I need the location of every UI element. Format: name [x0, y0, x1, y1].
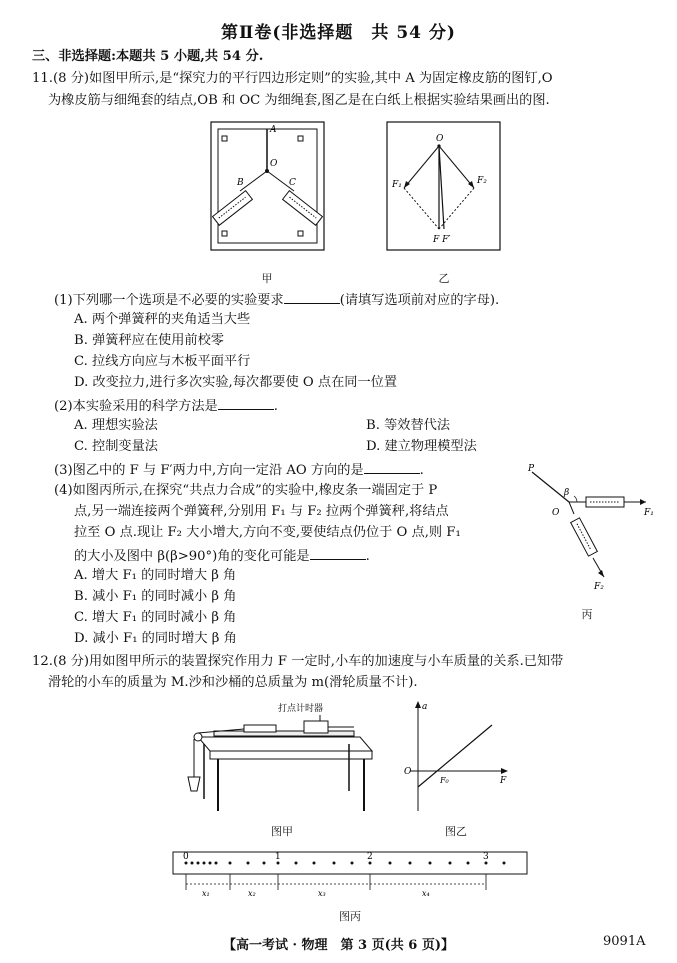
- label-F2: F₂: [477, 176, 487, 186]
- q11-p4-line1: (4)如图丙所示,在探究“共点力合成”的实验中,橡皮条一端固定于 P: [54, 483, 438, 498]
- q11-p2-opt-b: B. 等效替代法: [366, 418, 451, 433]
- q11-p4-opt-d: D. 减小 F₁ 的同时增大 β 角: [74, 631, 237, 646]
- q11-line1: 11.(8 分)如图甲所示,是“探究力的平行四边形定则”的实验,其中 A 为固定橡皮筋的图钉,O: [32, 71, 553, 86]
- label-F1-bing: F₁: [644, 508, 654, 518]
- label-F-Fprime: F F′: [433, 235, 451, 245]
- section-heading: 三、非选择题:本题共 5 小题,共 54 分.: [32, 49, 264, 64]
- tape-mark-1: 1: [275, 852, 281, 862]
- section-title: 第Ⅱ卷(非选择题 共 54 分): [221, 23, 456, 43]
- caption-12-yi: 图乙: [445, 825, 467, 838]
- caption-12-jia: 图甲: [271, 825, 293, 838]
- figure-jia-board: [210, 121, 325, 251]
- label-F0: F₀: [440, 776, 449, 785]
- page-footer: 【高一考试 · 物理 第 3 页(共 6 页)】: [222, 938, 455, 953]
- answer-blank-1[interactable]: [284, 289, 340, 304]
- label-P: P: [528, 464, 535, 474]
- label-C: C: [289, 178, 296, 188]
- label-F1: F₁: [392, 180, 402, 190]
- figure-bing: [522, 462, 656, 592]
- q11-part3-text: (3)图乙中的 F 与 F′两力中,方向一定沿 AO 方向的是: [54, 463, 364, 478]
- label-F2-bing: F₂: [594, 582, 604, 592]
- q11-p4-opt-a: A. 增大 F₁ 的同时增大 β 角: [74, 568, 237, 583]
- caption-jia: 甲: [261, 272, 273, 285]
- tape-mark-2: 2: [367, 852, 373, 862]
- q11-p2-opt-c: C. 控制变量法: [74, 439, 158, 454]
- figure-12-bing-tape: [172, 846, 528, 902]
- axis-a: a: [422, 702, 428, 712]
- q11-part4: 的大小及图中 β(β>90°)角的变化可能是 .: [74, 545, 370, 567]
- figure-yi-parallelogram: [386, 121, 501, 251]
- label-O3: O: [552, 508, 560, 518]
- q11-p1-opt-a: A. 两个弹簧秤的夹角适当大些: [74, 312, 251, 327]
- q12-line1: 12.(8 分)用如图甲所示的装置探究作用力 F 一定时,小车的加速度与小车质量的关系.已知带: [32, 654, 564, 669]
- q11-p4-line2: 点,另一端连接两个弹簧秤,分别用 F₁ 与 F₂ 拉两个弹簧秤,将结点: [74, 504, 449, 519]
- q11-p1-opt-d: D. 改变拉力,进行多次实验,每次都要使 O 点在同一位置: [74, 375, 398, 390]
- tape-x4: x₄: [422, 889, 430, 898]
- tape-x2: x₂: [248, 889, 256, 898]
- q11-p4-line3: 拉至 O 点.现让 F₂ 大小增大,方向不变,要使结点仍位于 O 点,则 F₁: [74, 525, 461, 540]
- q11-part1-tail: (请填写选项前对应的字母).: [339, 293, 500, 308]
- answer-blank-3[interactable]: [364, 459, 420, 474]
- q11-part2: (2)本实验采用的科学方法是 .: [54, 395, 278, 417]
- q11-p4-opt-b: B. 减小 F₁ 的同时减小 β 角: [74, 589, 237, 604]
- q11-p4-opt-c: C. 增大 F₁ 的同时减小 β 角: [74, 610, 237, 625]
- axis-origin: O: [404, 767, 412, 777]
- axis-F: F: [500, 776, 507, 786]
- caption-bing: 丙: [581, 608, 593, 621]
- q11-part3: (3)图乙中的 F 与 F′两力中,方向一定沿 AO 方向的是 .: [54, 459, 424, 481]
- label-O2: O: [436, 134, 444, 144]
- tape-mark-0: 0: [183, 852, 189, 862]
- q11-p4-line4: 的大小及图中 β(β>90°)角的变化可能是: [74, 549, 310, 564]
- caption-yi: 乙: [438, 272, 450, 285]
- caption-12-bing: 图丙: [339, 910, 361, 923]
- tape-x3: x₃: [318, 889, 326, 898]
- tape-x1: x₁: [202, 889, 210, 898]
- label-B: B: [237, 178, 244, 188]
- tape-mark-3: 3: [483, 852, 489, 862]
- label-O: O: [270, 159, 278, 169]
- q11-line2: 为橡皮筋与细绳套的结点,OB 和 OC 为细绳套,图乙是在白纸上根据实验结果画出的图.: [48, 93, 550, 108]
- q11-part1-text: (1)下列哪一个选项是不必要的实验要求: [54, 293, 284, 308]
- q11-p2-opt-a: A. 理想实验法: [74, 418, 158, 433]
- q12-line2: 滑轮的小车的质量为 M.沙和沙桶的总质量为 m(滑轮质量不计).: [48, 675, 418, 690]
- q11-p1-opt-b: B. 弹簧秤应在使用前校零: [74, 333, 224, 348]
- q11-part1: [54, 289, 499, 311]
- q11-p2-opt-d: D. 建立物理模型法: [366, 439, 477, 454]
- figure-12-yi-graph: [400, 699, 510, 815]
- label-beta: β: [564, 488, 570, 498]
- figure-12-jia-apparatus: [184, 699, 376, 815]
- label-A: A: [270, 125, 277, 135]
- answer-blank-2[interactable]: [218, 395, 274, 410]
- answer-blank-4[interactable]: [310, 545, 366, 560]
- q11-p1-opt-c: C. 拉线方向应与木板平面平行: [74, 354, 251, 369]
- exam-code: 9091A: [603, 934, 646, 949]
- q11-part2-text: (2)本实验采用的科学方法是: [54, 399, 218, 414]
- timer-label: 打点计时器: [278, 704, 324, 714]
